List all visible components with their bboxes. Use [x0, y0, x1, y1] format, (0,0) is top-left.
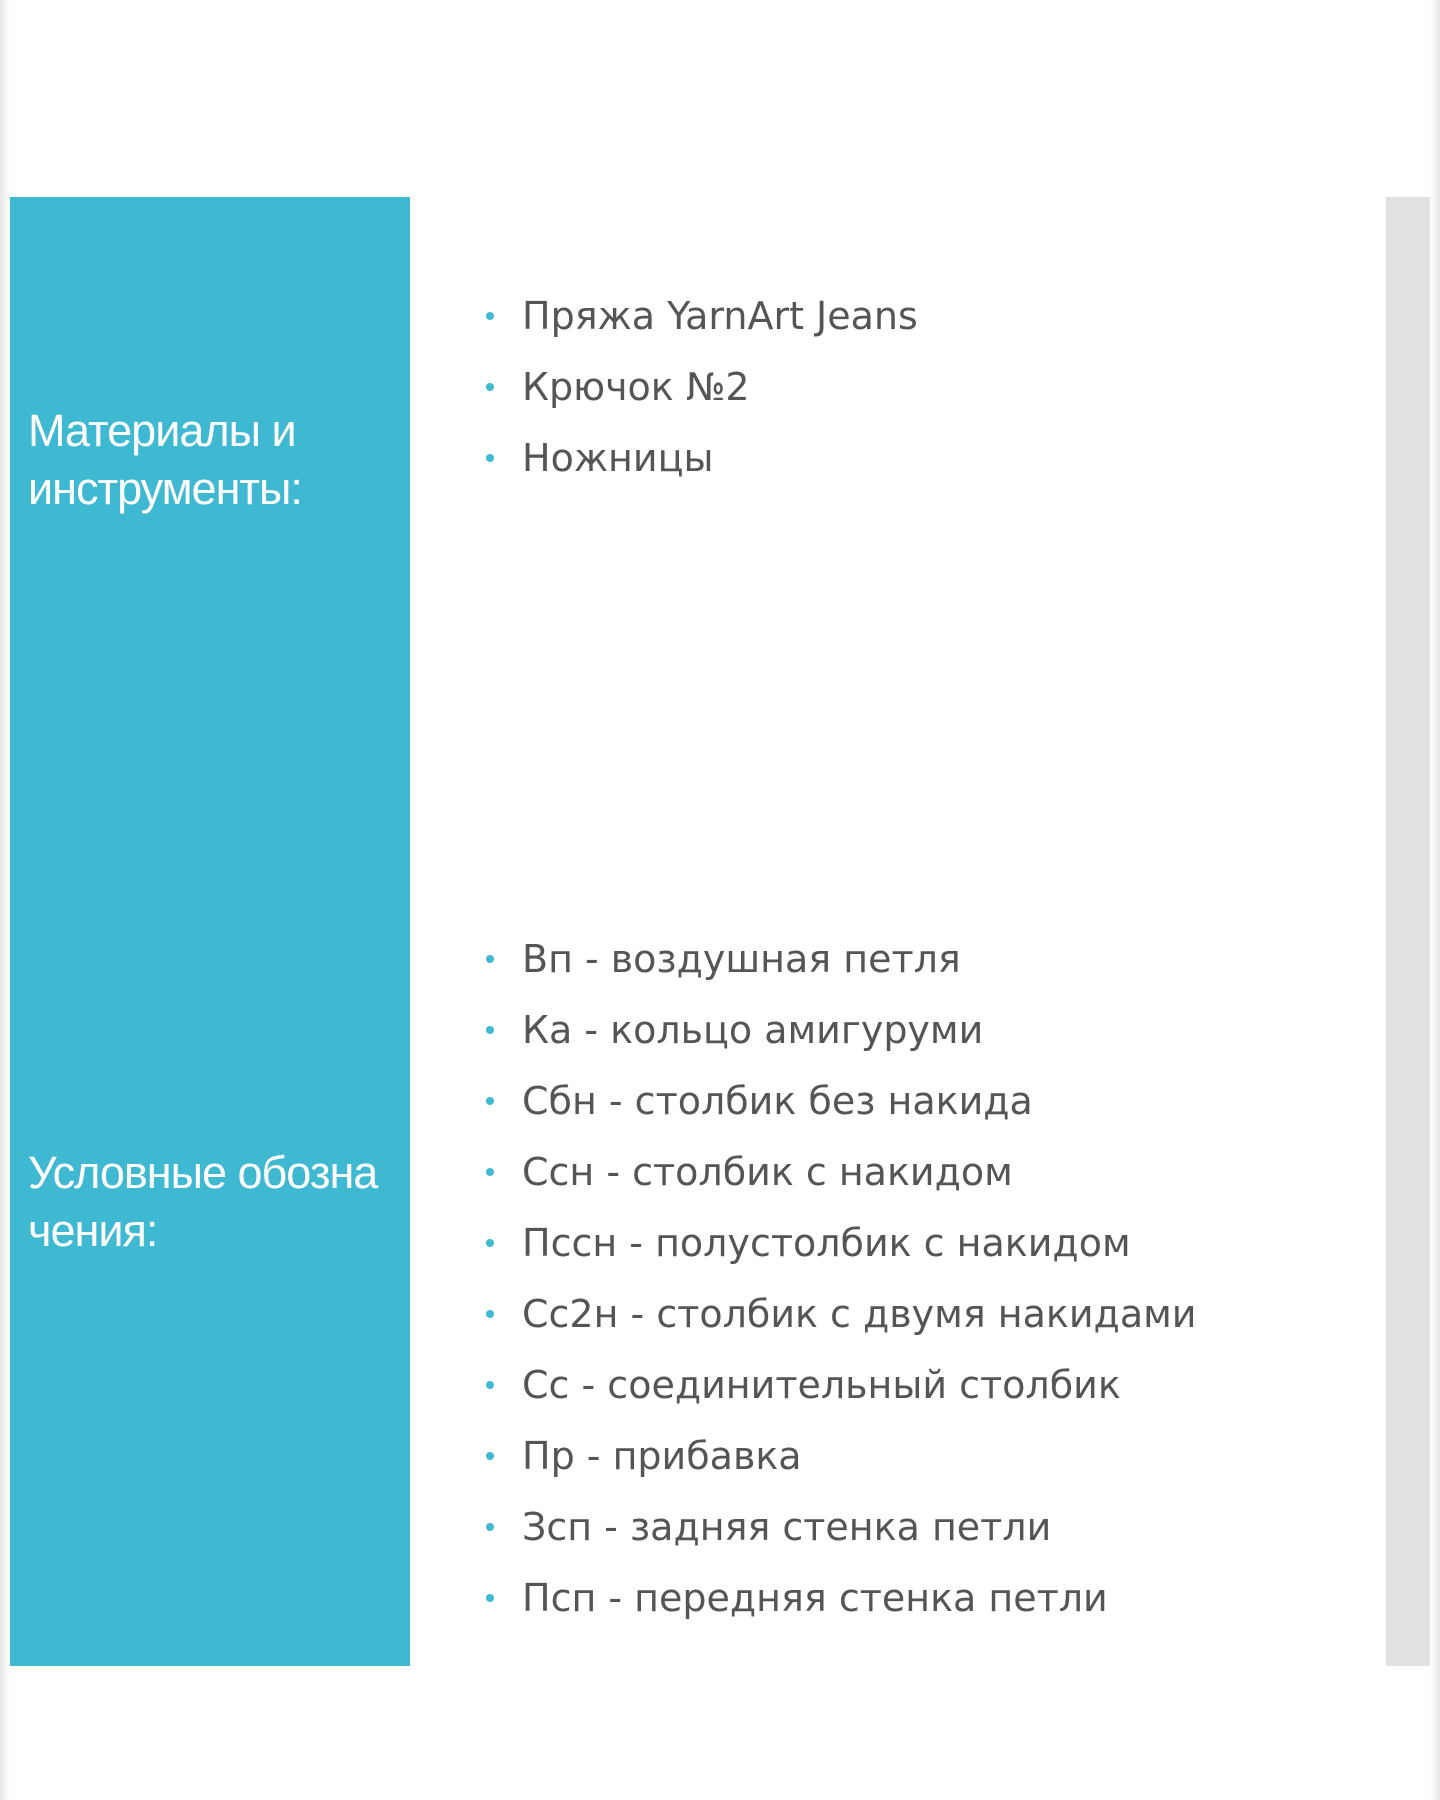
materials-list [476, 281, 918, 494]
bullet-icon [486, 1168, 494, 1176]
list-item [476, 1066, 1196, 1137]
list-item [476, 352, 918, 423]
bullet-icon [486, 1097, 494, 1105]
list-item [476, 1350, 1196, 1421]
bullet-icon [486, 312, 494, 320]
bullet-icon [486, 1239, 494, 1247]
list-item [476, 924, 1196, 995]
list-item [476, 1208, 1196, 1279]
legend-list [476, 924, 1196, 1634]
list-item [476, 1137, 1196, 1208]
bullet-icon [486, 1452, 494, 1460]
list-item-text: Ссн - столбик с накидом [522, 1150, 1013, 1194]
bullet-icon [486, 1310, 494, 1318]
right-accent-strip [1386, 197, 1430, 1666]
materials-heading [28, 402, 408, 518]
bullet-icon [486, 454, 494, 462]
bullet-icon [486, 1026, 494, 1034]
page-edge-left [0, 0, 10, 1800]
page-edge-right [1430, 0, 1440, 1800]
list-item-text: Пссн - полустолбик с накидом [522, 1221, 1131, 1265]
list-item [476, 1421, 1196, 1492]
bullet-icon [486, 1381, 494, 1389]
list-item-text: Вп - воздушная петля [522, 937, 961, 981]
list-item-text: Сс - соединительный столбик [522, 1363, 1121, 1407]
list-item-text: Ка - кольцо амигуруми [522, 1008, 984, 1052]
list-item-text: Сс2н - столбик с двумя накидами [522, 1292, 1197, 1336]
list-item-text: Пр - прибавка [522, 1434, 802, 1478]
list-item [476, 1279, 1196, 1350]
list-item-text: Псп - передняя стенка петли [522, 1576, 1108, 1620]
list-item [476, 281, 918, 352]
slide [10, 197, 1430, 1666]
materials-heading-line2: инструменты: [28, 463, 302, 514]
list-item-text: Зсп - задняя стенка петли [522, 1505, 1052, 1549]
list-item [476, 1492, 1196, 1563]
list-item-text: Крючок №2 [522, 365, 750, 409]
list-item-text: Сбн - столбик без накида [522, 1079, 1033, 1123]
legend-heading [28, 1144, 408, 1260]
list-item [476, 1563, 1196, 1634]
list-item-text: Ножницы [522, 436, 714, 480]
legend-heading-line1: Условные обозна [28, 1147, 378, 1198]
bullet-icon [486, 383, 494, 391]
legend-heading-line2: чения: [28, 1205, 158, 1256]
list-item-text: Пряжа YarnArt Jeans [522, 294, 918, 338]
bullet-icon [486, 1594, 494, 1602]
bullet-icon [486, 955, 494, 963]
list-item [476, 995, 1196, 1066]
materials-heading-line1: Материалы и [28, 405, 296, 456]
list-item [476, 423, 918, 494]
bullet-icon [486, 1523, 494, 1531]
sidebar-panel [10, 197, 410, 1666]
